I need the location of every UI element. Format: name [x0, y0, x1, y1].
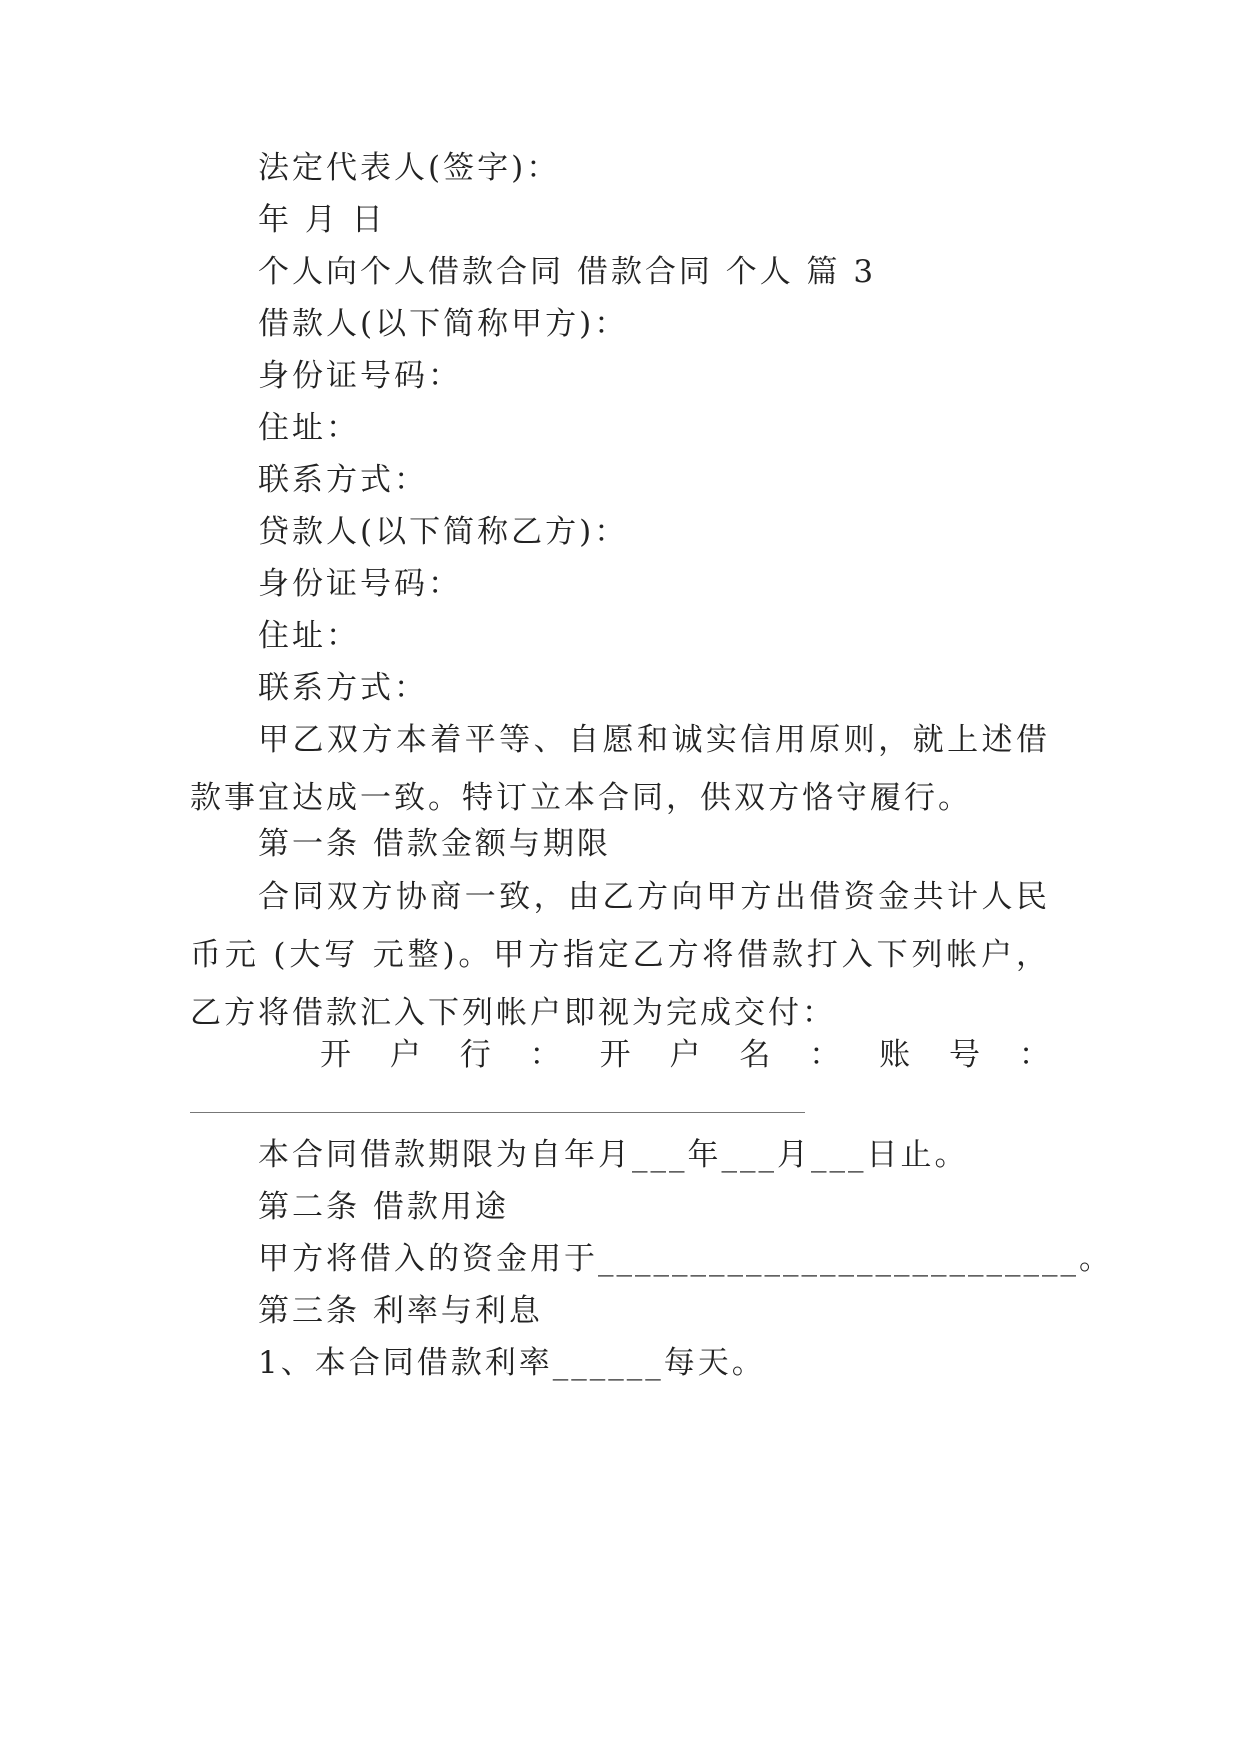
article-3-title: 第三条 利率与利息: [258, 1293, 543, 1329]
account-char: 行: [459, 1037, 491, 1073]
account-char: 名: [739, 1037, 771, 1073]
account-blank-rule: [190, 1112, 805, 1113]
account-char: 开: [599, 1037, 631, 1073]
borrower-line: 借款人(以下简称甲方)：: [258, 306, 629, 342]
account-char: 账: [879, 1037, 911, 1073]
borrower-id-line: 身份证号码：: [258, 358, 462, 394]
account-char: 户: [669, 1037, 701, 1073]
article-2-title: 第二条 借款用途: [258, 1189, 509, 1225]
lender-address-line: 住址：: [258, 618, 360, 654]
intro-paragraph: 甲乙双方本着平等、自愿和诚实信用原则，就上述借款事宜达成一致。特订立本合同，供双方恪守履行。: [190, 722, 1050, 816]
lender-id-line: 身份证号码：: [258, 566, 462, 602]
account-char: 户: [389, 1037, 421, 1073]
borrower-address-line: 住址：: [258, 410, 360, 446]
term-line: 本合同借款期限为自年月___年___月___日止。: [258, 1137, 969, 1173]
purpose-line: 甲方将借入的资金用于__________________________。: [258, 1241, 1113, 1277]
lender-line: 贷款人(以下简称乙方)：: [258, 514, 629, 550]
account-char: ：: [809, 1037, 841, 1073]
signature-line: 法定代表人(签字)：: [258, 150, 561, 186]
date-line: 年 月 日: [258, 202, 386, 238]
interest-line: 1、本合同借款利率______每天。: [258, 1345, 766, 1381]
account-char: ：: [1018, 1037, 1050, 1073]
account-char: ：: [529, 1037, 561, 1073]
article-1-title: 第一条 借款金额与期限: [258, 826, 611, 862]
account-row: [190, 1035, 1050, 1075]
section-heading: 个人向个人借款合同 借款合同 个人 篇 3: [258, 254, 877, 290]
lender-contact-line: 联系方式：: [258, 670, 428, 706]
borrower-contact-line: 联系方式：: [258, 462, 428, 498]
account-char: 开: [320, 1037, 351, 1073]
account-char: 号: [949, 1037, 981, 1073]
amount-paragraph: 合同双方协商一致，由乙方向甲方出借资金共计人民币元 (大写 元整)。甲方指定乙方将借款打入下列帐户，乙方将借款汇入下列帐户即视为完成交付：: [190, 879, 1050, 1031]
